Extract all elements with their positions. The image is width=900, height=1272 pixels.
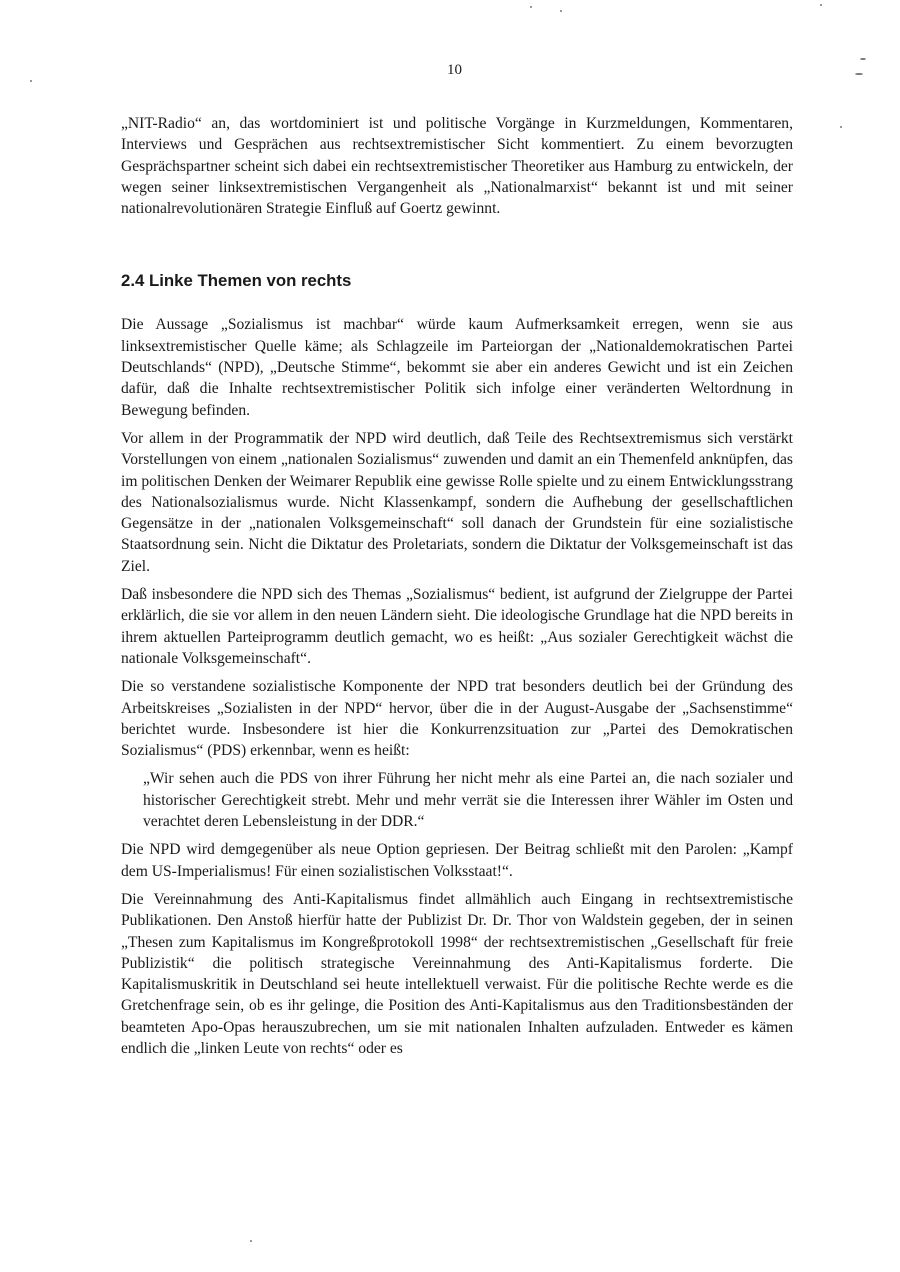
scan-speck <box>855 73 863 75</box>
scan-speck <box>840 126 842 128</box>
paragraph: Die NPD wird demgegenüber als neue Option gepriesen. Der Beitrag schließt mit den Parolen: „Kampf dem US-Imperialismus! Für einen sozialistischen Volksstaat!“. <box>121 841 793 880</box>
scan-speck <box>820 4 822 6</box>
page-number: 10 <box>447 62 462 78</box>
paragraph: Daß insbesondere die NPD sich des Themas „Sozialismus“ bedient, ist aufgrund der Zielgruppe der Partei erklärlich, die sie vor allem in den neuen Ländern sieht. Die ideologische Grundlage hat die NPD bereits in ihrem aktuellen Parteiprogramm deutlich gemacht, wo es heißt: „Aus sozialer Gerechtigkeit wächst die nationale Volksgemeinschaft“. <box>121 586 793 667</box>
scan-speck <box>560 10 562 12</box>
paragraph: Die Vereinnahmung des Anti-Kapitalismus findet allmählich auch Eingang in rechtsextremistische Publikationen. Den Anstoß hierfür hatte der Publizist Dr. Dr. Thor von Waldstein gegeben, der in seinen „Thesen zum Kapitalismus im Kongreßprotokoll 1998“ der rechtsextremistischen „Gesellschaft für freie Publizistik“ die politisch strategische Vereinnahmung des Anti-Kapitalismus forderte. Die Kapitalismuskritik in Deutschland sei heute intellektuell verwaist. Für die politische Rechte werde es die Gretchenfrage sein, ob es ihr gelinge, die Position des Anti-Kapitalismus aus den Traditionsbeständen der beamteten Apo-Opas herauszubrechen, um sie mit nationalen Inhalten aufzuladen. Entweder es kämen endlich die „linken Leute von rechts“ oder es <box>121 890 793 1057</box>
scan-speck <box>30 80 32 82</box>
paragraph-intro: „NIT-Radio“ an, das wortdominiert ist und politische Vorgänge in Kurzmeldungen, Kommentaren, Interviews und Gesprächen aus rechtsextremistischer Sicht kommentiert. Zu einem bevorzugten Gesprächspartner scheint sich dabei ein rechtsextremistischer Theoretiker aus Hamburg zu entwickeln, der wegen seiner linksextremistischen Vergangenheit als „Nationalmarxist“ bekannt ist und mit seiner nationalrevolutionären Strategie Einfluß auf Goertz gewinnt. <box>121 115 793 218</box>
paragraph: Die Aussage „Sozialismus ist machbar“ würde kaum Aufmerksamkeit erregen, wenn sie aus linksextremistischer Quelle käme; als Schlagzeile im Parteiorgan der „Nationaldemokratischen Partei Deutschlands“ (NPD), „Deutsche Stimme“, bekommt sie aber ein anderes Gewicht und ist ein Zeichen dafür, daß die Inhalte rechtsextremistischer Politik sich infolge einer veränderten Weltordnung in Bewegung befinden. <box>121 316 793 419</box>
paragraph: Vor allem in der Programmatik der NPD wird deutlich, daß Teile des Rechtsextremismus sich verstärkt Vorstellungen von einem „nationalen Sozialismus“ zuwenden und damit an ein Themenfeld anknüpfen, das im politischen Denken der Weimarer Republik eine gewisse Rolle spielte und zu einem Entwicklungsstrang des Nationalsozialismus wurde. Nicht Klassenkampf, sondern die Aufhebung der gesellschaftlichen Gegensätze in der „nationalen Volksgemeinschaft“ soll danach der Grundstein für eine sozialistische Staatsordnung sein. Nicht die Diktatur des Proletariats, sondern die Diktatur der Volksgemeinschaft ist das Ziel. <box>121 429 793 575</box>
block-quote: „Wir sehen auch die PDS von ihrer Führung her nicht mehr als eine Partei an, die nach sozialer und historischer Gerechtigkeit strebt. Mehr und mehr verrät sie die Interessen ihrer Wähler im Osten und verachtet deren Lebensleistung in der DDR.“ <box>143 770 793 831</box>
scan-speck <box>530 6 532 8</box>
scan-speck <box>250 1240 252 1242</box>
document-body <box>121 113 793 1066</box>
scan-speck <box>860 58 866 60</box>
paragraph: Die so verstandene sozialistische Komponente der NPD trat besonders deutlich bei der Gründung des Arbeitskreises „Sozialisten in der NPD“ hervor, über die in der August-Ausgabe der „Sachsenstimme“ berichtet wurde. Insbesondere ist hier die Konkurrenzsituation zur „Partei des Demokratischen Sozialismus“ (PDS) erkennbar, wenn es heißt: <box>121 678 793 760</box>
section-heading: 2.4 Linke Themen von rechts <box>121 271 352 291</box>
